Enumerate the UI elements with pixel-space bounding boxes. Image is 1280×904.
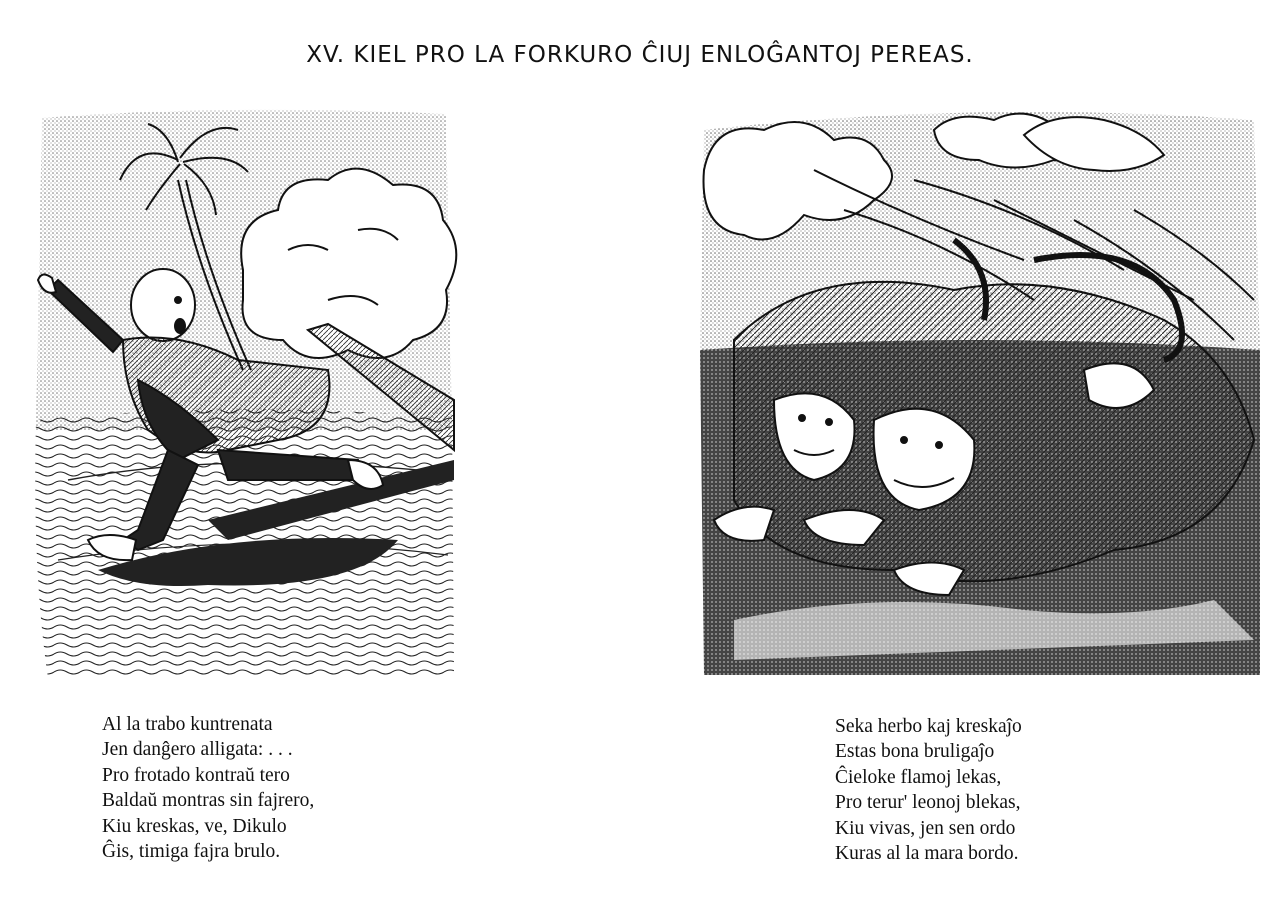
verse-line: Al la trabo kuntrenata (102, 714, 273, 735)
verse-line: Pro frotado kontraŭ tero (102, 764, 290, 786)
verse-line: Kuras al la mara bordo. (835, 843, 1019, 865)
illustration-fleeing-man (28, 100, 458, 680)
verse-line: Estas bona bruligaĵo (835, 741, 995, 763)
verse-line: Jen danĝero alligata: . . . (102, 739, 293, 761)
left-verse (102, 712, 314, 864)
verse-line: Pro terur' leonoj blekas, (835, 792, 1021, 814)
illustration-fleeing-lions (694, 100, 1264, 680)
right-verse (835, 714, 1022, 866)
verse-line: Kiu vivas, jen sen ordo (835, 817, 1016, 839)
verse-line: Ĉieloke flamoj lekas, (835, 766, 1002, 788)
verse-line: Kiu kreskas, ve, Dikulo (102, 815, 287, 837)
verse-line: Seka herbo kaj kreskaĵo (835, 716, 1022, 737)
verse-line: Ĝis, timiga fajra brulo. (102, 841, 281, 863)
page-title: XV. KIEL PRO LA FORKURO ĈIUJ ENLOĜANTOJ PEREAS. (306, 42, 974, 68)
verse-line: Baldaŭ montras sin fajrero, (102, 790, 315, 812)
